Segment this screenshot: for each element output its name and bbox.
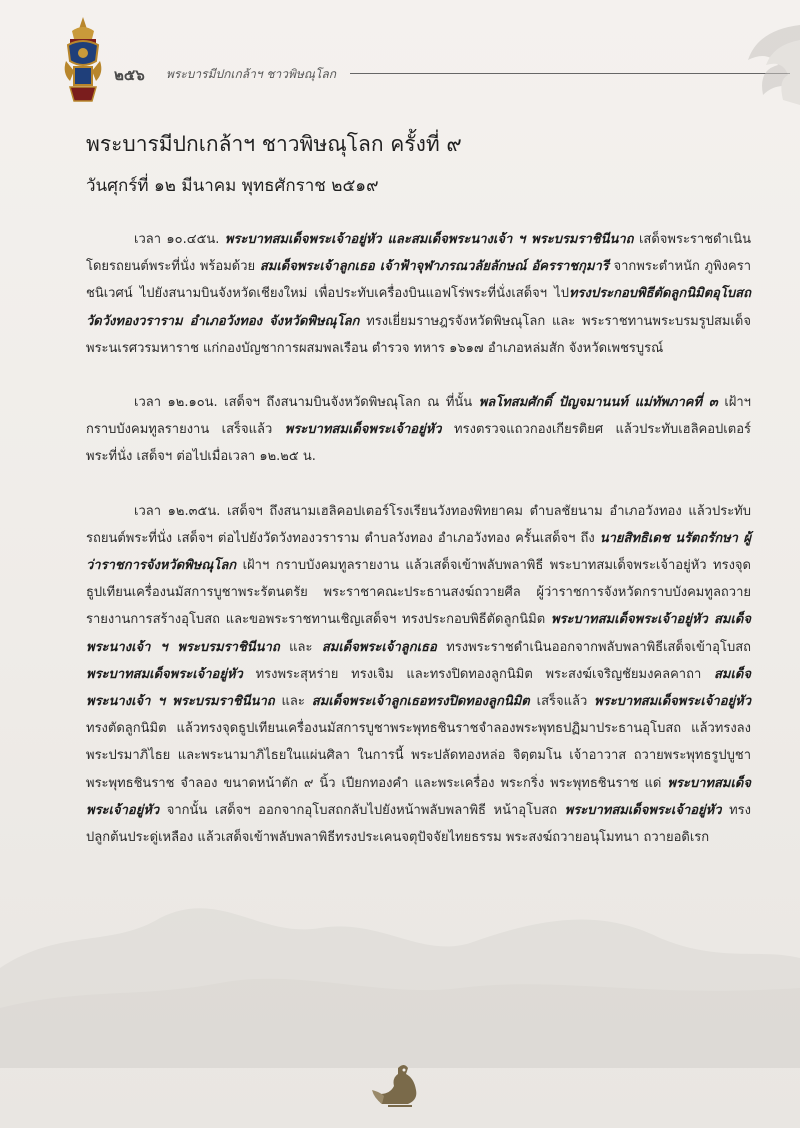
page-header xyxy=(60,15,800,105)
text-segment: เฝ้าฯ กราบบังคมทูลรายงาน แล้วเสด็จเข้าพลับพลาพิธี พระบาทสมเด็จพระเจ้าอยู่หัว ทรงจุดธูปเทียนเครื่องนมัสการบูชาพระรัตนตรัย พระราชาคณะประธานสงฆ์ถวายศีล ผู้ว่าราชการจังหวัดกราบบังคมทูลถวายรายงานการสร้างอุโบสถ และขอพระราชทานเชิญเสด็จฯ ทรงประกอบพิธีตัดลูกนิมิต xyxy=(86,558,751,628)
background-landscape xyxy=(0,848,800,1068)
text-segment: ทรงปลูกต้นประดู่เหลือง แล้วเสด็จเข้าพลับพลาพิธีทรงประเคนจตุปัจจัยไทยธรรม พระสงฆ์ถวายอนุโมทนา ถวายอดิเรก xyxy=(86,802,751,846)
page-number: ๒๕๖ xyxy=(114,66,145,84)
text-segment: ทรงตัดลูกนิมิต แล้วทรงจุดธูปเทียนเครื่องนมัสการบูชาพระพุทธชินราชจำลองพระพุทธปฏิมาประธานอุโบสถ แล้วทรงลงพระปรมาภิไธย และพระนามาภิไธยในแผ่นศิลา ในการนี้ พระปลัดทองหล่อ จิตฺตมโน เจ้าอาวาส ถวายพระพุทธรูปบูชา พระพุทธชินราช จำลอง ขนาดหน้าตัก ๙ นิ้ว เปียกทองคำ และพระเครื่อง พระกริ่ง พระพุทธชินราช แด่ xyxy=(86,721,751,791)
text-segment: เฝ้าฯ กราบบังคมทูลรายงาน เสร็จแล้ว xyxy=(86,395,751,438)
emphasized-text: พระบาทสมเด็จพระเจ้าอยู่หัว และสมเด็จพระนางเจ้า ฯ พระบรมราชินีนาถ xyxy=(224,232,634,247)
emphasized-text: นายสิทธิเดช นรัตถรักษา ผู้ว่าราชการจังหวัดพิษณุโลก xyxy=(86,530,751,574)
text-segment: เวลา ๑๐.๔๕น. xyxy=(134,232,225,247)
hamsa-bird-emblem-icon xyxy=(368,1060,430,1110)
corner-ornament-icon xyxy=(738,20,800,110)
emphasized-text: ทรงประกอบพิธีตัดลูกนิมิตอุโบสถวัดวังทองวราราม อำเภอวังทอง จังหวัดพิษณุโลก xyxy=(86,286,751,329)
text-segment: และ xyxy=(279,639,322,655)
paragraph xyxy=(86,498,751,852)
text-segment: จากพระตำหนัก ภูพิงคราชนิเวศน์ ไปยังสนามบินจังหวัดเชียงใหม่ เพื่อประทับเครื่องบินแอฟโร่พระที่นั่งเสด็จฯ ไป xyxy=(86,259,752,302)
emphasized-text: สมเด็จพระเจ้าลูกเธอทรงปิดทองลูกนิมิต xyxy=(311,694,530,710)
text-segment: จากนั้น เสด็จฯ ออกจากอุโบสถกลับไปยังหน้าพลับพลาพิธี หน้าอุโบสถ xyxy=(159,802,565,818)
emphasized-text: สมเด็จพระเจ้าลูกเธอ เจ้าฟ้าจุฬาภรณวลัยลักษณ์ อัครราชกุมารี xyxy=(259,259,609,275)
paragraph xyxy=(86,389,751,471)
page-subtitle: วันศุกร์ที่ ๑๒ มีนาคม พุทธศักราช ๒๕๑๙ xyxy=(86,176,379,196)
paragraph xyxy=(86,226,751,362)
text-segment: ทรงตรวจแถวกองเกียรติยศ แล้วประทับเฮลิคอปเตอร์พระที่นั่ง เสด็จฯ ต่อไปเมื่อเวลา ๑๒.๒๕ น. xyxy=(86,422,751,465)
page-title: พระบารมีปกเกล้าฯ ชาวพิษณุโลก ครั้งที่ ๙ xyxy=(86,132,462,156)
emphasized-text: พระบาทสมเด็จพระเจ้าอยู่หัว xyxy=(594,694,751,710)
emphasized-text: พลโทสมศักดิ์ ปัญจมานนท์ แม่ทัพภาคที่ ๓ xyxy=(478,395,718,411)
text-segment: ทรงพระสุหร่าย ทรงเจิม และทรงปิดทองลูกนิมิต พระสงฆ์เจริญชัยมงคลคาถา xyxy=(242,666,714,682)
emphasized-text: สมเด็จพระเจ้าลูกเธอ xyxy=(321,639,437,655)
text-segment: เวลา ๑๒.๑๐น. เสด็จฯ ถึงสนามบินจังหวัดพิษณุโลก ณ ที่นั้น xyxy=(134,395,479,411)
emphasized-text: สมเด็จพระนางเจ้า ฯ พระบรมราชินีนาถ xyxy=(86,666,751,710)
running-title: พระบารมีปกเกล้าฯ ชาวพิษณุโลก xyxy=(166,67,337,81)
royal-emblem-icon xyxy=(60,15,106,103)
body-text xyxy=(86,226,751,878)
text-segment: เสด็จพระราชดำเนินโดยรถยนต์พระที่นั่ง พร้อมด้วย xyxy=(86,232,751,275)
emphasized-text: พระบาทสมเด็จพระเจ้าอยู่หัว xyxy=(564,802,722,818)
text-segment: และ xyxy=(274,694,312,710)
emphasized-text: พระบาทสมเด็จพระเจ้าอยู่หัว xyxy=(86,666,243,682)
text-segment: เวลา ๑๒.๓๕น. เสด็จฯ ถึงสนามเฮลิคอปเตอร์โรงเรียนวังทองพิทยาคม ตำบลชัยนาม อำเภอวังทอง แล้วประทับรถยนต์พระที่นั่ง เสด็จฯ ต่อไปยังวัดวังทองวราราม ตำบลวังทอง อำเภอวังทอง ครั้นเสด็จฯ ถึง xyxy=(86,503,751,546)
text-segment: ทรงเยี่ยมราษฎรจังหวัดพิษณุโลก และ พระราชทานพระบรมรูปสมเด็จพระนเรศวรมหาราช แก่กองบัญชาการผสมพลเรือน ตำรวจ ทหาร ๑๖๑๗ อำเภอหล่มสัก จังหวัดเพชรบูรณ์ xyxy=(86,313,751,356)
header-divider xyxy=(350,73,790,74)
text-segment: เสร็จแล้ว xyxy=(529,694,595,710)
emphasized-text: พระบาทสมเด็จพระเจ้าอยู่หัว สมเด็จพระนางเจ้า ฯ พระบรมราชินีนาถ xyxy=(86,612,751,655)
emphasized-text: พระบาทสมเด็จพระเจ้าอยู่หัว xyxy=(86,775,751,818)
text-segment: ทรงพระราชดำเนินออกจากพลับพลาพิธีเสด็จเข้าอุโบสถ xyxy=(436,639,752,655)
emphasized-text: พระบาทสมเด็จพระเจ้าอยู่หัว xyxy=(284,422,442,438)
